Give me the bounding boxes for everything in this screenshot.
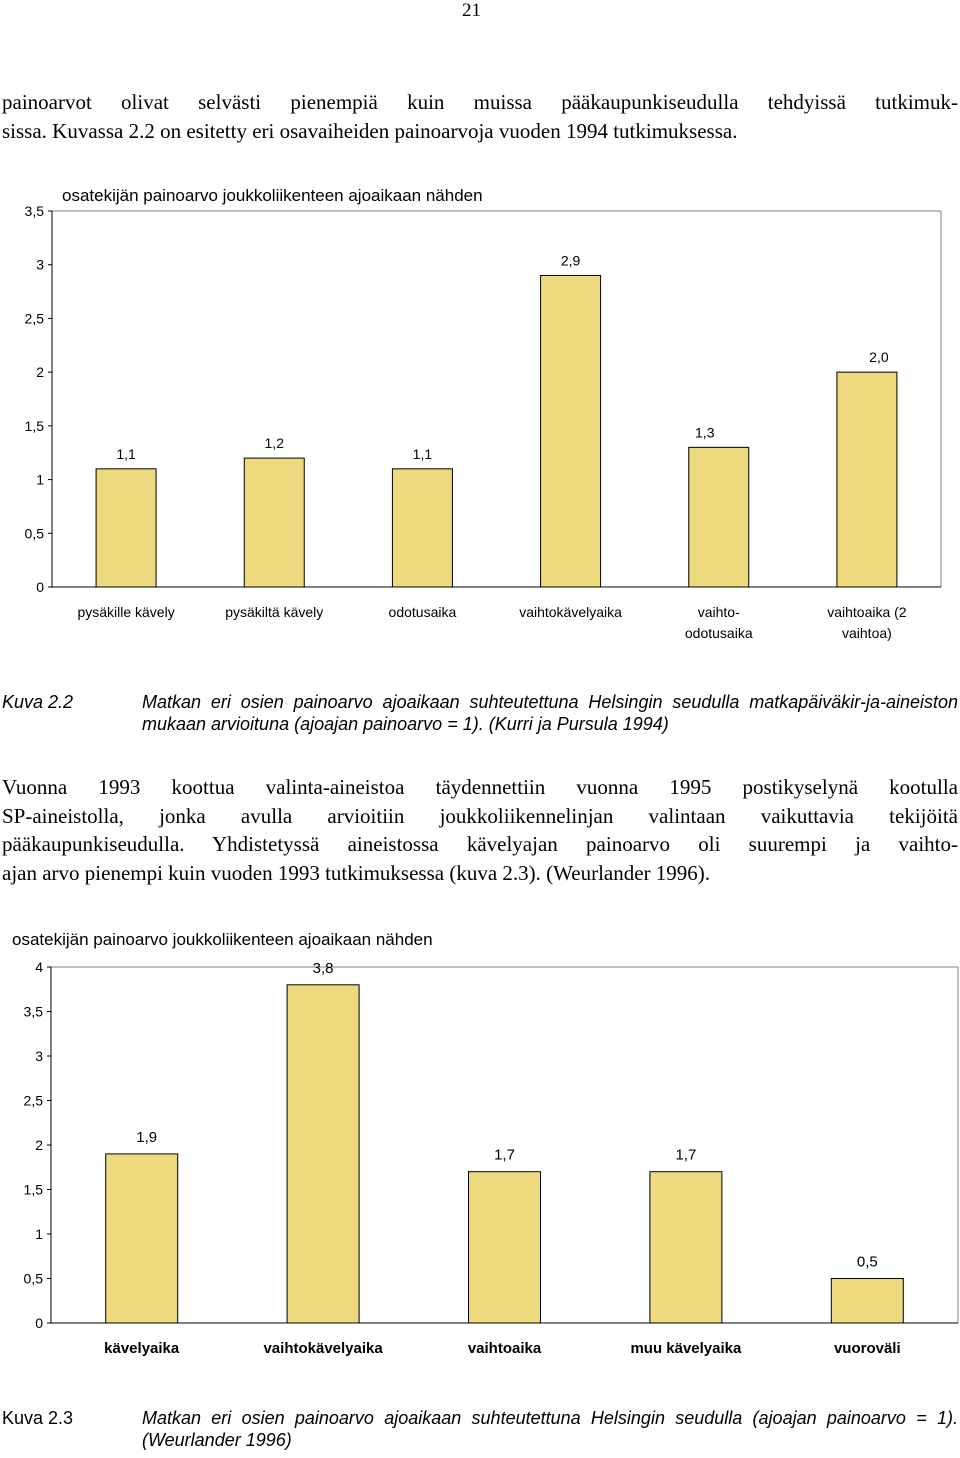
category-label: vaihto- <box>697 604 740 620</box>
chart-title: osatekijän painoarvo joukkoliikenteen ajoaikaan nähden <box>62 186 483 205</box>
y-tick-label: 2 <box>36 364 44 381</box>
data-label: 3,8 <box>312 959 334 977</box>
body-paragraph-2 <box>2 773 958 887</box>
y-tick-label: 3 <box>36 256 44 273</box>
data-label: 0,5 <box>856 1253 878 1271</box>
paragraph-line: pääkaupunkiseudulla. Yhdistetyssä aineistossa kävelyajan painoarvo oli suurempi ja vaihto- <box>2 832 958 856</box>
data-label: 1,1 <box>116 445 136 462</box>
category-label: vuoroväli <box>833 1340 901 1357</box>
bar-chart-1 <box>0 180 960 660</box>
bar <box>469 1172 541 1323</box>
y-tick-label: 3,5 <box>24 203 44 219</box>
category-label: muu kävelyaika <box>630 1340 742 1357</box>
y-tick-label: 1 <box>36 471 44 488</box>
paragraph-line: SP-aineistolla, jonka avulla arvioitiin joukkoliikennelinjan valintaan vaikuttavia tekijöitä <box>2 803 958 828</box>
paragraph-line: sissa. Kuvassa 2.2 on esitetty eri osavaiheiden painoarvoja vuoden 1994 tutkimuksessa. <box>2 118 738 143</box>
y-tick-label: 2,5 <box>24 310 44 327</box>
y-tick-label: 3,5 <box>23 1003 43 1020</box>
category-label: pysäkille kävely <box>77 604 175 620</box>
paragraph-line: ajan arvo pienempi kuin vuoden 1993 tutkimuksessa (kuva 2.3). (Weurlander 1996). <box>2 860 711 885</box>
bar <box>541 275 601 587</box>
bar <box>837 372 897 587</box>
bar <box>287 985 359 1323</box>
category-label: odotusaika <box>684 625 753 641</box>
caption-label: Kuva 2.3 <box>2 1408 74 1428</box>
caption-text: Matkan eri osien painoarvo ajoaikaan suhteutettuna Helsingin seudulla (ajoajan painoarvo = 1). (Weurlander 1996) <box>142 1408 958 1450</box>
paragraph-line: painoarvot olivat selvästi pienempiä kuin muissa pääkaupunkiseudulla tehdyissä tutkimuk- <box>2 90 958 114</box>
paragraph-line: Vuonna 1993 koottua valinta-aineistoa täydennettiin vuonna 1995 postikyselynä kootulla <box>2 775 958 799</box>
chart-title: osatekijän painoarvo joukkoliikenteen ajoaikaan nähden <box>12 930 433 949</box>
y-tick-label: 3 <box>35 1048 43 1064</box>
data-label: 1,7 <box>494 1146 515 1164</box>
bar <box>244 458 304 587</box>
category-label: pysäkiltä kävely <box>225 604 324 620</box>
data-label: 1,7 <box>675 1146 697 1164</box>
figure-caption-2-3 <box>0 1407 960 1457</box>
category-label: vaihtokävelyaika <box>519 604 622 620</box>
bar <box>96 469 156 587</box>
body-paragraph-1 <box>2 88 958 145</box>
page-number: 21 <box>462 0 481 21</box>
bar <box>106 1154 178 1323</box>
category-label: vaihtokävelyaika <box>263 1340 383 1357</box>
caption-label: Kuva 2.2 <box>2 692 74 712</box>
y-tick-label: 0,5 <box>24 525 44 542</box>
caption-text: Matkan eri osien painoarvo ajoaikaan suhteutettuna Helsingin seudulla matkapäiväkir-ja-aineiston mukaan arvioituna (ajoajan painoarvo = 1). (Kurri ja Pursula 1994) <box>142 692 958 734</box>
bar <box>689 447 749 587</box>
bar <box>392 469 452 587</box>
y-tick-label: 0 <box>36 579 44 595</box>
y-tick-label: 2,5 <box>23 1092 43 1109</box>
data-label: 1,9 <box>136 1128 158 1146</box>
y-tick-label: 1,5 <box>24 417 44 434</box>
figure-caption-2-2 <box>0 691 960 741</box>
category-label: vaihtoa) <box>842 625 892 641</box>
data-label: 1,1 <box>412 445 433 462</box>
y-tick-label: 1 <box>35 1226 43 1242</box>
data-label: 1,2 <box>264 435 284 452</box>
category-label: vaihtoaika (2 <box>827 604 907 620</box>
y-tick-label: 0 <box>35 1315 43 1331</box>
bar-chart-2 <box>0 925 960 1365</box>
y-tick-label: 2 <box>35 1137 43 1153</box>
data-label: 1,3 <box>695 424 715 441</box>
bar <box>831 1279 903 1324</box>
y-tick-label: 4 <box>35 959 43 975</box>
y-tick-label: 0,5 <box>23 1270 43 1287</box>
data-label: 2,0 <box>869 349 889 366</box>
bar <box>650 1172 722 1323</box>
data-label: 2,9 <box>560 252 581 269</box>
category-label: vaihtoaika <box>467 1340 542 1357</box>
category-label: odotusaika <box>388 604 457 620</box>
y-tick-label: 1,5 <box>23 1181 43 1198</box>
category-label: kävelyaika <box>104 1340 180 1357</box>
